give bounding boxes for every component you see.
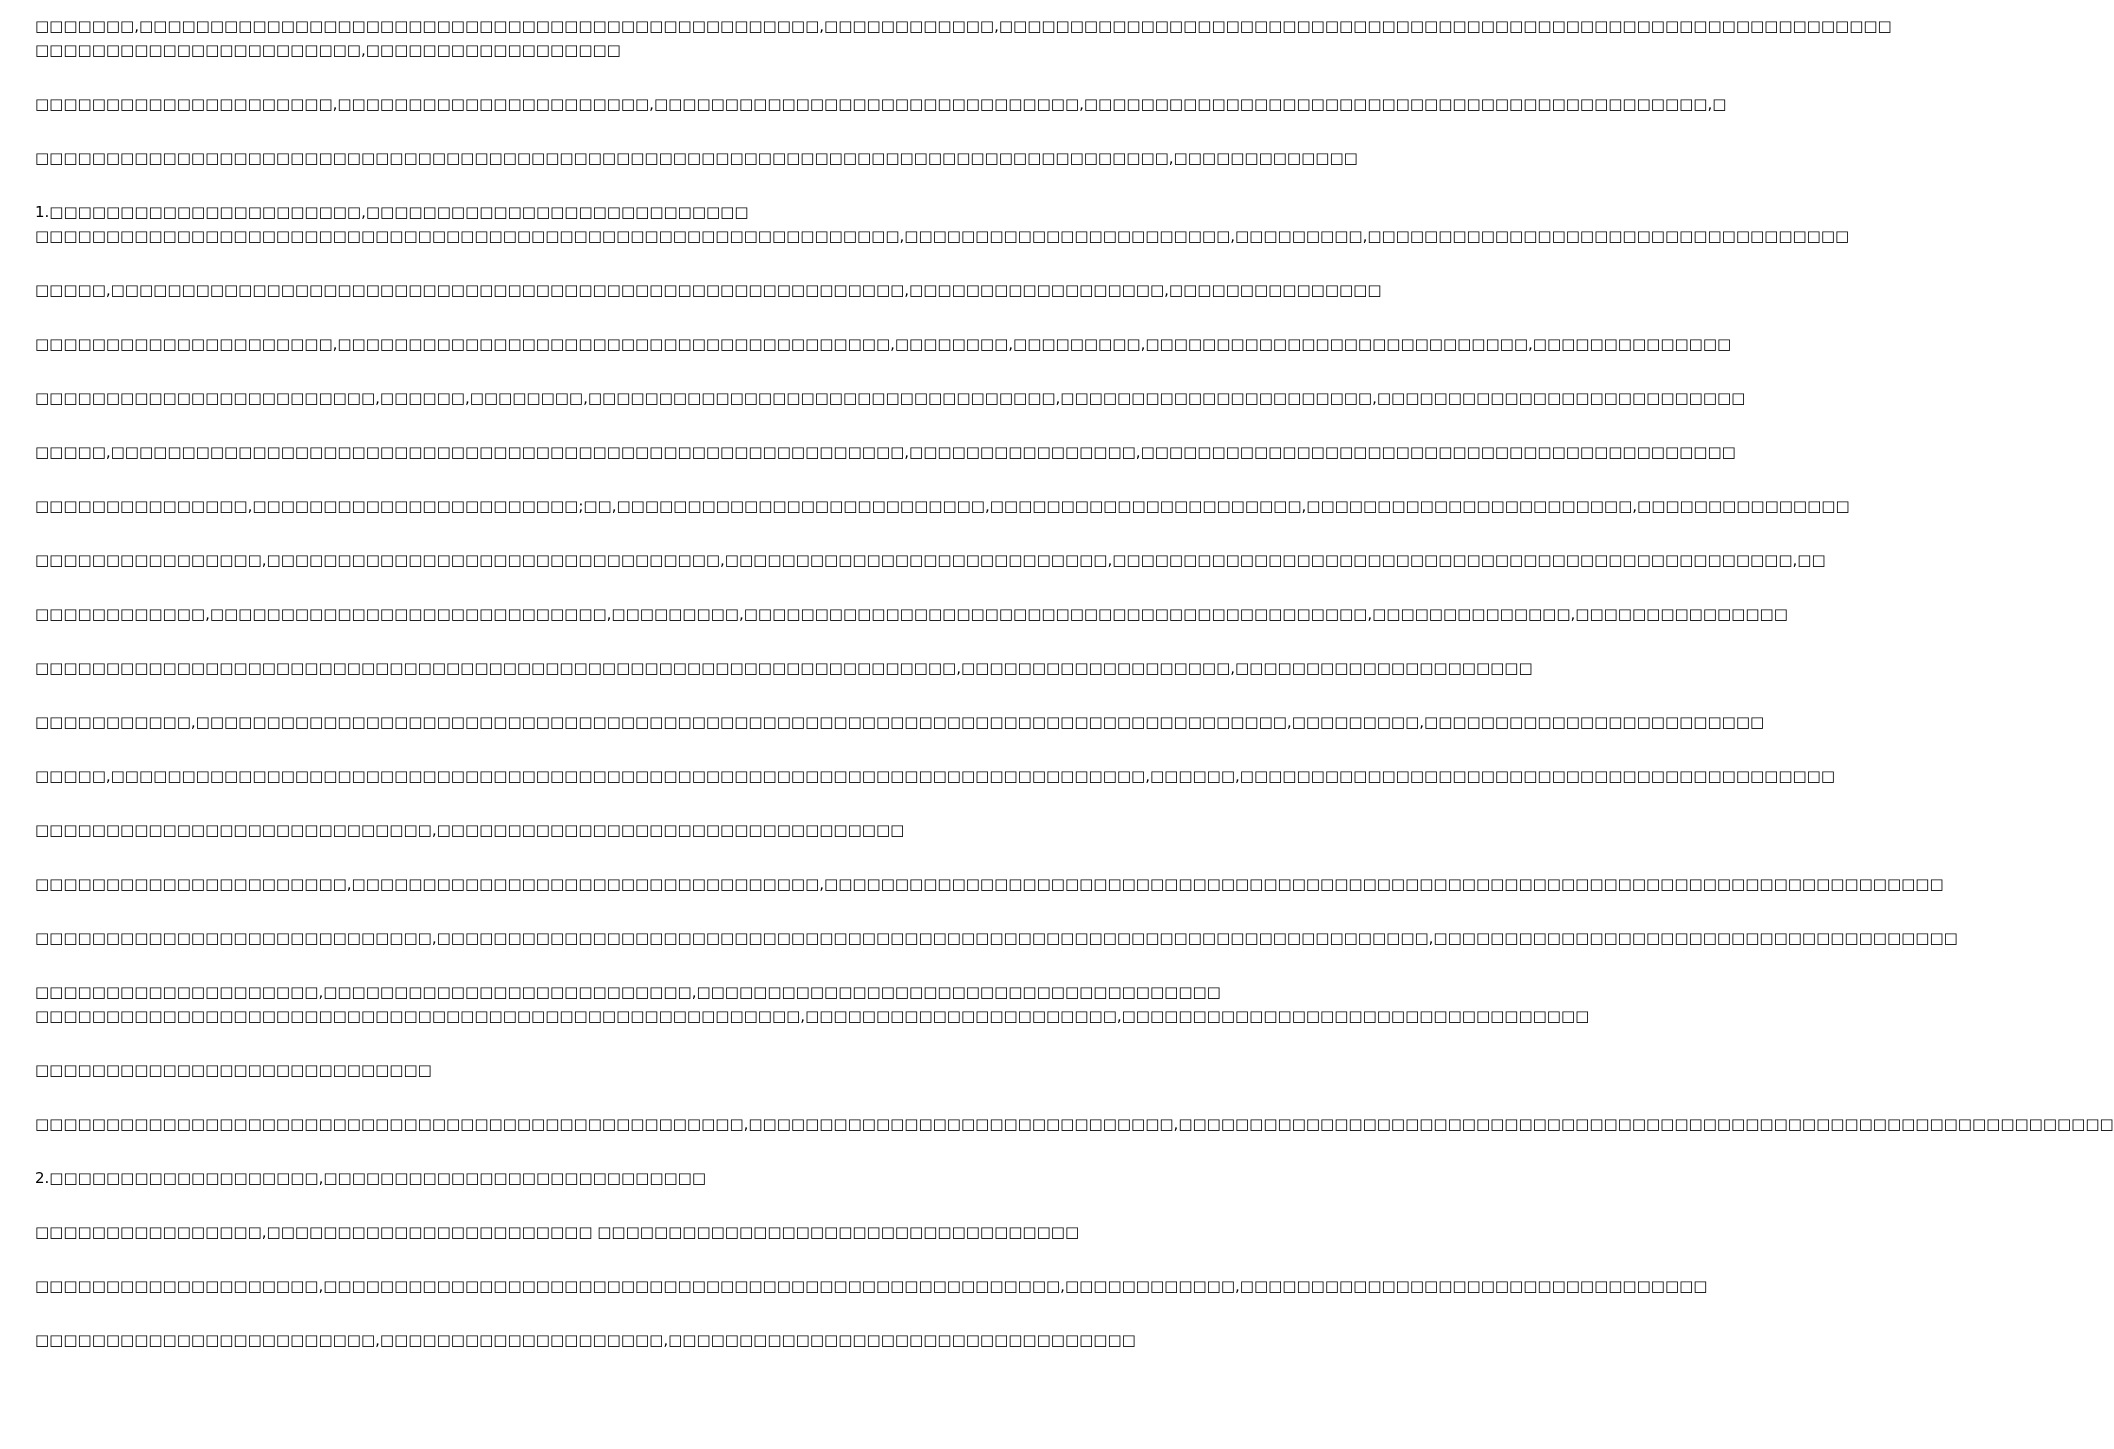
document-page [35,14,2114,1434]
paragraph: □□□□□,□□□□□□□□□□□□□□□□□□□□□□□□□□□□□□□□□□□□□□□□□□□□□□□□□□□□□□□□□□□□□□□□□□□□□□□□□,□□□□□□,□□□□□□□□□□□□□□□□□□□□□□□□□□□□□□□□□□□□□□□□□□ [35,767,1836,785]
paragraph-line: □□□□□□□□□□□□□□□□□□□□□□□□□□□□□□□□□□□□□□□□□□□□□□□□□□□□□□,□□□□□□□□□□□□□□□□□□□□□□,□□□□□□□□□□□□□□□□□□□□□□□□□□□□□□□□□ [35,1007,1590,1025]
paragraph: □□□□□,□□□□□□□□□□□□□□□□□□□□□□□□□□□□□□□□□□□□□□□□□□□□□□□□□□□□□□□□,□□□□□□□□□□□□□□□□,□□□□□□□□□□□□□□□□□□□□□□□□□□□□□□□□□□□□□□□□□□ [35,443,1736,461]
paragraph: □□□□□□□□□□□□□□□□□□□□□,□□□□□□□□□□□□□□□□□□□□□□,□□□□□□□□□□□□□□□□□□□□□□□□□□□□□□,□□□□□□□□□□□□□□□□□□□□□□□□□□□□□□□□□□□□□□□□□□□□,□ [35,95,1727,113]
paragraph: □□□□□□□□□□□□□□□□□□□□□□□□□□□□,□□□□□□□□□□□□□□□□□□□□□□□□□□□□□□□□□ [35,821,905,839]
paragraph: □□□□□,□□□□□□□□□□□□□□□□□□□□□□□□□□□□□□□□□□□□□□□□□□□□□□□□□□□□□□□□,□□□□□□□□□□□□□□□□□□,□□□□□□□□□□□□□□□ [35,281,1382,299]
paragraph: □□□□□□□□□□□,□□□□□□□□□□□□□□□□□□□□□□□□□□□□□□□□□□□□□□□□□□□□□□□□□□□□□□□□□□□□□□□□□□□□□□□□□□□□□,□□□□□□□□□,□□□□□□□□□□□□□□□□□□□□□□□□ [35,713,1765,731]
paragraph-line: □□□□□□□□□□□□□□□□□□□□,□□□□□□□□□□□□□□□□□□□□□□□□□□,□□□□□□□□□□□□□□□□□□□□□□□□□□□□□□□□□□□□□ [35,983,1221,1001]
paragraph: □□□□□□□□□□□□□□□□,□□□□□□□□□□□□□□□□□□□□□□□ □□□□□□□□□□□□□□□□□□□□□□□□□□□□□□□□□□ [35,1223,1080,1241]
paragraph: □□□□□□□□□□□□□□□□□□□□□□□□□□□□,□□□□□□□□□□□□□□□□□□□□□□□□□□□□□□□□□□□□□□□□□□□□□□□□□□□□□□□□□□□□□□□□□□□□□□,□□□□□□□□□□□□□□□□□□□□□□□□□□□□□□□□□□□□□ [35,929,1958,947]
paragraph: □□□□□□□□□□□□□□□□□□□□□□□□,□□□□□□,□□□□□□□□,□□□□□□□□□□□□□□□□□□□□□□□□□□□□□□□□□,□□□□□□□□□□□□□□□□□□□□□□,□□□□□□□□□□□□□□□□□□□□□□□□□□ [35,389,1746,407]
paragraph: □□□□□□□□□□□□□□□□□□□□□□□□□□□□□□□□□□□□□□□□□□□□□□□□□□,□□□□□□□□□□□□□□□□□□□□□□□□□□□□□□,□□□□□□□□□□□□□□□□□□□□□□□□□□□□□□□□□□□□□□□□□□□□□□□□□□□□□□□□□□□□□□□□□□ [35,1115,2114,1133]
paragraph: □□□□□□□□□□□□□□□□□□□□□□□□□□□□ [35,1061,432,1079]
paragraph: □□□□□□□□□□□□□□□,□□□□□□□□□□□□□□□□□□□□□□□;□□,□□□□□□□□□□□□□□□□□□□□□□□□□□,□□□□□□□□□□□□□□□□□□□□□□,□□□□□□□□□□□□□□□□□□□□□□□,□□□□□□□□□□□□□□□ [35,497,1850,515]
paragraph: □□□□□□□□□□□□□□□□,□□□□□□□□□□□□□□□□□□□□□□□□□□□□□□□□,□□□□□□□□□□□□□□□□□□□□□□□□□□□,□□□□□□□□□□□□□□□□□□□□□□□□□□□□□□□□□□□□□□□□□□□□□□□□,□□ [35,551,1826,569]
paragraph: □□□□□□□□□□□□□□□□□□□□□□□□□□□□□□□□□□□□□□□□□□□□□□□□□□□□□□□□□□□□□□□□□□□□□□□□□□□□□□□□,□□□□□□□□□□□□□ [35,149,1358,167]
section-heading: 2.□□□□□□□□□□□□□□□□□□□,□□□□□□□□□□□□□□□□□□□□□□□□□□□ [35,1169,707,1187]
paragraph: □□□□□□□□□□□□□□□□□□□□□,□□□□□□□□□□□□□□□□□□□□□□□□□□□□□□□□□□□□□□□,□□□□□□□□,□□□□□□□□□,□□□□□□□□□□□□□□□□□□□□□□□□□□□,□□□□□□□□□□□□□□ [35,335,1732,353]
paragraph: □□□□□□□□□□□□□□□□□□□□□□□□□□□□□□□□□□□□□□□□□□□□□□□□□□□□□□□□□□□□□,□□□□□□□□□□□□□□□□□□□□□□□,□□□□□□□□□,□□□□□□□□□□□□□□□□□□□□□□□□□□□□□□□□□□ [35,227,1850,245]
paragraph: □□□□□□□□□□□□□□□□□□□□□□□□,□□□□□□□□□□□□□□□□□□□□,□□□□□□□□□□□□□□□□□□□□□□□□□□□□□□□□□ [35,1331,1136,1349]
paragraph: □□□□□□□□□□□□□□□□□□□□,□□□□□□□□□□□□□□□□□□□□□□□□□□□□□□□□□□□□□□□□□□□□□□□□□□□□,□□□□□□□□□□□□,□□□□□□□□□□□□□□□□□□□□□□□□□□□□□□□□□ [35,1277,1708,1295]
paragraph-line: □□□□□□□□□□□□□□□□□□□□□□□,□□□□□□□□□□□□□□□□□□ [35,41,621,59]
paragraph-line: □□□□□□□,□□□□□□□□□□□□□□□□□□□□□□□□□□□□□□□□□□□□□□□□□□□□□□□□,□□□□□□□□□□□□,□□□□□□□□□□□□□□□□□□□□□□□□□□□□□□□□□□□□□□□□□□□□□□□□□□□□□□□□□□□□□□□ [35,17,1892,35]
section-heading: 1.□□□□□□□□□□□□□□□□□□□□□□,□□□□□□□□□□□□□□□□□□□□□□□□□□□ [35,203,749,221]
paragraph: □□□□□□□□□□□□□□□□□□□□□□,□□□□□□□□□□□□□□□□□□□□□□□□□□□□□□□□□,□□□□□□□□□□□□□□□□□□□□□□□□□□□□□□□□□□□□□□□□□□□□□□□□□□□□□□□□□□□□□□□□□□□□□□□□□□□□□□□ [35,875,1944,893]
paragraph: □□□□□□□□□□□□□□□□□□□□□□□□□□□□□□□□□□□□□□□□□□□□□□□□□□□□□□□□□□□□□□□□□,□□□□□□□□□□□□□□□□□□□,□□□□□□□□□□□□□□□□□□□□□ [35,659,1533,677]
paragraph: □□□□□□□□□□□□,□□□□□□□□□□□□□□□□□□□□□□□□□□□□,□□□□□□□□□,□□□□□□□□□□□□□□□□□□□□□□□□□□□□□□□□□□□□□□□□□□□□,□□□□□□□□□□□□□□,□□□□□□□□□□□□□□□ [35,605,1788,623]
